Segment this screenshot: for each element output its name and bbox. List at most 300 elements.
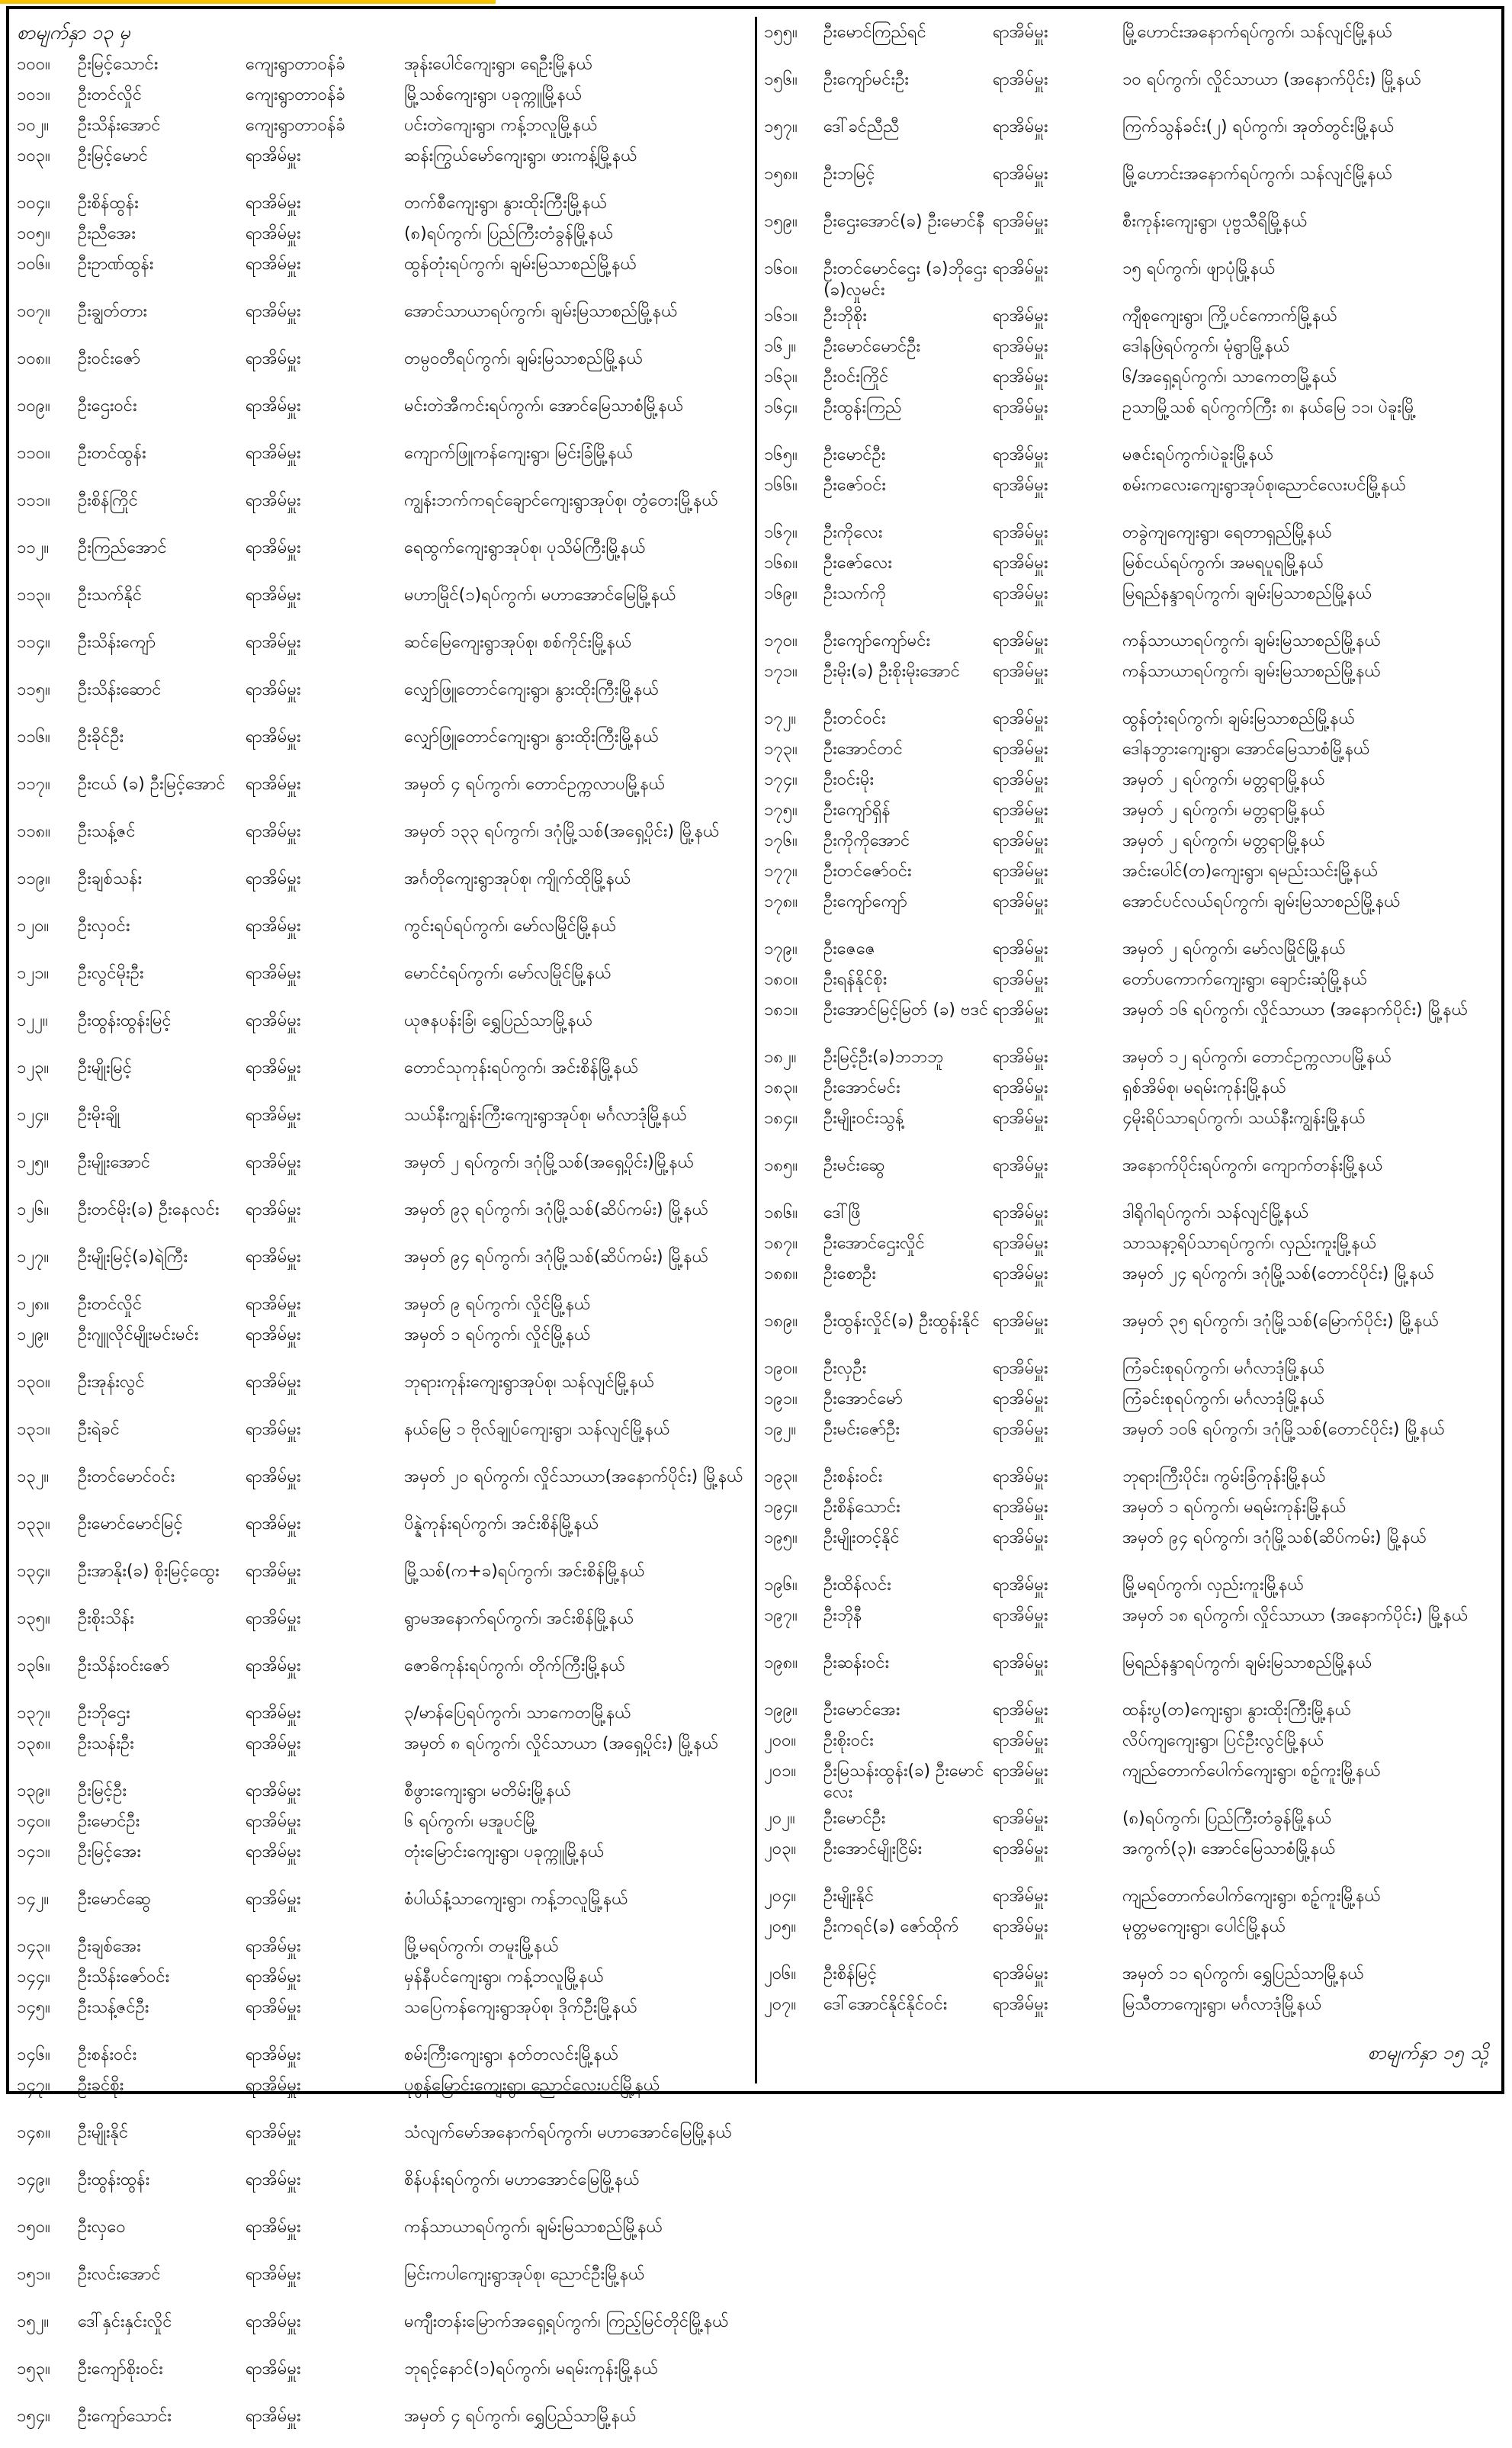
list-item	[764, 1600, 1488, 1647]
entry-number: ၁၈၀။	[764, 970, 798, 989]
rank-title: ရာအိမ်မှူး	[993, 892, 1048, 911]
list-item	[17, 911, 749, 958]
person-name: ဦးသိန်းဝင်းဇော်	[78, 1656, 170, 1675]
entry-number: ၁၉၃။	[764, 1467, 798, 1486]
entry-number: ၁၆၇။	[764, 523, 798, 542]
address: အမှတ် ၂ ရပ်ကွက်၊ မတ္တရာမြို့နယ်	[1122, 801, 1325, 820]
rank-title: ရာအိမ်မှူး	[993, 165, 1048, 184]
person-name: ဦးမင်းဆွေ	[823, 1156, 885, 1175]
entry-number: ၁၃၈။	[17, 1734, 50, 1753]
person-name: ဦးဇော်ဝင်း	[823, 476, 887, 495]
person-name: ဦးဘိုစိုး	[823, 307, 867, 326]
rank-title: ရာအိမ်မှူး	[246, 302, 301, 321]
list-item	[17, 1508, 749, 1556]
rank-title: ရာအိမ်မှူး	[246, 2407, 301, 2426]
rank-title: ရာအိမ်မှူး	[246, 633, 301, 652]
left-column	[17, 17, 749, 2448]
entry-number: ၁၁၃။	[17, 586, 50, 605]
list-item	[17, 79, 749, 110]
rank-title: ရာအိမ်မှူး	[993, 1467, 1048, 1486]
list-item	[764, 1258, 1488, 1306]
list-item	[764, 1803, 1488, 1833]
address: ထွန်တုံးရပ်ကွက်၊ ချမ်းမြသာစည်မြို့နယ်	[404, 255, 637, 274]
rank-title: ရာအိမ်မှူး	[246, 444, 301, 463]
list-item	[764, 1492, 1488, 1522]
right-list	[764, 17, 1488, 2036]
address: ၁၅ ရပ်ကွက်၊ ဖျာပုံမြို့နယ်	[1122, 259, 1276, 278]
address: တောင်သုကုန်းရပ်ကွက်၊ အင်းစိန်မြို့နယ်	[404, 1059, 639, 1078]
address: လျှော်ဖြူတောင်ကျေးရွာ၊ နွားထိုးကြီးမြို့နယ်	[404, 728, 659, 747]
address: ဆင်မြေကျေးရွာအုပ်စု၊ စစ်ကိုင်းမြို့နယ်	[404, 633, 632, 652]
entry-number: ၁၉၄။	[764, 1498, 798, 1517]
entry-number: ၂၀၇။	[764, 1995, 797, 2014]
right-column	[764, 17, 1488, 2069]
rank-title: ကျေးရွာတာဝန်ခံ	[246, 116, 345, 135]
address: အကွက်(၃)၊ အောင်မြေသာစံမြို့နယ်	[1122, 1839, 1336, 1858]
entry-number: ၁၁၇။	[17, 775, 50, 794]
list-item	[764, 517, 1488, 548]
address: ကျွန်းဘက်ကရင်ချောင်ကျေးရွာအုပ်စု၊ တွံတေးမြို့နယ်	[404, 491, 718, 510]
address: ဒေါနဖြဲရပ်ကွက်၊ မုံရွာမြို့နယ်	[1122, 337, 1290, 356]
entry-number: ၁၉၂။	[764, 1420, 797, 1439]
entry-number: ၁၅၇။	[764, 117, 798, 137]
address: အမှတ် ၈ ရပ်ကွက်၊ လှိုင်သာယာ (အရှေ့ပိုင်း) မြို့နယ်	[404, 1734, 719, 1753]
address: အမှတ် ၄ ရပ်ကွက်၊ ရွှေပြည်သာမြို့နယ်	[404, 2407, 637, 2426]
rank-title: ရာအိမ်မှူး	[246, 194, 301, 213]
rank-title: ရာအိမ်မှူး	[246, 1890, 301, 1909]
list-item	[17, 958, 749, 1005]
person-name: ဦးညီအေး	[78, 224, 136, 243]
entry-number: ၁၉၀။	[764, 1359, 798, 1378]
list-item	[764, 1522, 1488, 1569]
list-item	[764, 439, 1488, 470]
list-item	[764, 1306, 1488, 1353]
person-name: ဦးအောင်မင်း	[823, 1078, 900, 1097]
entry-number: ၁၀၀။	[17, 55, 50, 74]
entry-number: ၁၃၉။	[17, 1781, 50, 1801]
person-name: ဦးဘိုဌေး	[78, 1704, 130, 1723]
rank-title: ရာအိမ်မှူး	[993, 1701, 1048, 1720]
address: အမှတ် ၁၁ ရပ်ကွက်၊ ရွှေပြည်သာမြို့နယ်	[1122, 1965, 1364, 1984]
list-item	[17, 1100, 749, 1147]
entry-number: ၁၉၁။	[764, 1389, 798, 1409]
entry-number: ၁၄၅။	[17, 1998, 50, 2017]
address: အောင်ပင်လယ်ရပ်ကွက်၊ ချမ်းမြသာစည်မြို့နယ်	[1122, 892, 1401, 911]
person-name: ဦးမြင့်ဦး(ခ)ဘဘဘူ	[823, 1048, 944, 1067]
list-item	[17, 1414, 749, 1461]
entry-number: ၁၅၁။	[17, 2265, 50, 2284]
entry-number: ၁၄၀။	[17, 1812, 50, 1831]
address: စမ်းကလေးကျေးရွာအုပ်စု၊ညောင်လေးပင်မြို့နယ်	[1122, 476, 1406, 495]
list-item	[764, 331, 1488, 361]
rank-title: ကျေးရွာတာဝန်ခံ	[246, 55, 345, 74]
entry-number: ၁၄၆။	[17, 2045, 50, 2064]
entry-number: ၁၅၅။	[764, 23, 798, 42]
person-name: ဦးဝင်းမိုး	[823, 770, 875, 789]
rank-title: ရာအိမ်မှူး	[246, 964, 301, 983]
person-name: ဦးထွန်းလှိုင်(ခ) ဦးထွန်းနိုင်	[823, 1312, 980, 1331]
list-item	[764, 64, 1488, 111]
address: စံပါယ်နံ့သာကျေးရွာ၊ ကန့်ဘလူမြို့နယ်	[404, 1890, 628, 1909]
rank-title: ရာအိမ်မှူး	[246, 1734, 301, 1753]
entry-number: ၁၄၃။	[17, 1937, 50, 1956]
address: မြို့မရပ်ကွက်၊ လှည်းကူးမြို့နယ်	[1122, 1576, 1304, 1595]
entry-number: ၁၆၈။	[764, 554, 798, 573]
address: အမှတ် ၃၅ ရပ်ကွက်၊ ဒဂုံမြို့သစ်(မြောက်ပိုင်း) မြို့နယ်	[1122, 1312, 1440, 1331]
entry-number: ၁၆၆။	[764, 476, 798, 495]
list-item	[764, 1647, 1488, 1695]
list-item	[764, 300, 1488, 331]
address: ကန်သာယာရပ်ကွက်၊ ချမ်းမြသာစည်မြို့နယ်	[404, 2218, 663, 2237]
rank-title: ရာအိမ်မှူး	[993, 970, 1048, 989]
entry-number: ၁၅၂။	[17, 2312, 50, 2331]
person-name: ဦးဆန်းဝင်း	[823, 1653, 890, 1672]
column-divider	[755, 17, 757, 2083]
rank-title: ရာအိမ်မှူး	[246, 1812, 301, 1831]
entry-number: ၁၈၉။	[764, 1312, 798, 1331]
rank-title: ရာအိမ်မှူး	[246, 538, 301, 557]
list-item	[17, 249, 749, 296]
list-item	[17, 863, 749, 911]
entry-number: ၁၀၉။	[17, 397, 50, 416]
rank-title: ရာအိမ်မှူး	[246, 2218, 301, 2237]
entry-number: ၁၅၀။	[17, 2218, 50, 2237]
list-item	[764, 548, 1488, 578]
address: သာသနာ့ရိပ်သာရပ်ကွက်၊ လှည်းကူးမြို့နယ်	[1122, 1234, 1377, 1253]
person-name: ဦးစိန်မြင့်	[823, 1965, 878, 1984]
entry-number: ၁၆၀။	[764, 259, 798, 278]
address: ၃/မာန်ပြေရပ်ကွက်၊ သာကေတမြို့နယ်	[404, 1704, 631, 1723]
rank-title: ရာအိမ်မှူး	[246, 2076, 301, 2095]
list-item	[764, 1958, 1488, 1989]
address: အမှတ် ၄ ရပ်ကွက်၊ တောင်ဥက္ကလာပမြို့နယ်	[404, 775, 666, 794]
rank-title: ရာအိမ်မှူး	[993, 770, 1048, 789]
person-name: ဦးတင်မောင်ဝင်း	[78, 1467, 175, 1486]
entry-number: ၁၈၅။	[764, 1156, 798, 1175]
entry-number: ၁၅၈။	[764, 165, 798, 184]
list-item	[17, 1242, 749, 1289]
entry-number: ၁၇၀။	[764, 631, 798, 651]
address: ဘုရားကုန်းကျေးရွာအုပ်စု၊ သန်လျင်မြို့နယ်	[404, 1373, 655, 1392]
person-name: ဦးစိုးဝင်း	[823, 1731, 874, 1750]
list-item	[17, 2117, 749, 2164]
entry-number: ၁၁၈။	[17, 822, 50, 841]
person-name: ဦးမျိုးနိုင်	[823, 1887, 875, 1906]
address: ဘုရားကြီးပိုင်း၊ ကွမ်းခြံကုန်းမြို့နယ်	[1122, 1467, 1326, 1486]
person-name: ဦးစန်းဝင်း	[823, 1467, 883, 1486]
rank-title: ရာအိမ်မှူး	[993, 1312, 1048, 1331]
rank-title: ရာအိမ်မှူး	[246, 680, 301, 699]
person-name: ဦးမျိုးမြင့်(ခ)ရဲကြီး	[78, 1248, 188, 1267]
person-name: ဦးတင်ဝင်း	[823, 709, 886, 728]
list-item	[764, 1228, 1488, 1258]
entry-number: ၁၃၅။	[17, 1609, 50, 1628]
address: အမှတ် ၉၃ ရပ်ကွက်၊ ဒဂုံမြို့သစ်(ဆိပ်ကမ်း) မြို့နယ်	[404, 1200, 709, 1219]
list-item	[17, 1992, 749, 2039]
rank-title: ရာအိမ်မှူး	[993, 940, 1048, 959]
person-name: ဦးအောင်ဌေးလှိုင်	[823, 1234, 925, 1253]
address: (၈)ရပ်ကွက်၊ ပြည်ကြီးတံခွန်မြို့နယ်	[1122, 1809, 1332, 1828]
address: အမှတ် ၉၄ ရပ်ကွက်၊ ဒဂုံမြို့သစ်(ဆိပ်ကမ်း) မြို့နယ်	[1122, 1528, 1427, 1547]
person-name: ဦးမြင့်မောင်	[78, 146, 149, 165]
entry-number: ၂၀၂။	[764, 1809, 795, 1828]
rank-title: ကျေးရွာတာဝန်ခံ	[246, 85, 345, 104]
address: သပြေကန်ကျေးရွာအုပ်စု၊ ဒိုက်ဦးမြို့နယ်	[404, 1998, 637, 2017]
address: တမ္ပဝတီရပ်ကွက်၊ ချမ်းမြသာစည်မြို့နယ်	[404, 349, 644, 368]
list-item	[17, 1698, 749, 1728]
list-item	[764, 1695, 1488, 1725]
list-item	[17, 1836, 749, 1884]
address: အမှတ် ၁ ရပ်ကွက်၊ မရမ်းကုန်းမြို့နယ်	[1122, 1498, 1347, 1517]
rank-title: ရာအိမ်မှူး	[246, 2045, 301, 2064]
rank-title: ရာအိမ်မှူး	[993, 1389, 1048, 1409]
list-item	[764, 1150, 1488, 1197]
entry-number: ၁၈၃။	[764, 1078, 798, 1097]
rank-title: ရာအိမ်မှူး	[246, 2312, 301, 2331]
rank-title: ရာအိမ်မှူး	[246, 775, 301, 794]
list-item	[764, 111, 1488, 159]
entry-number: ၁၂၁။	[17, 964, 50, 983]
rank-title: ရာအိမ်မှူး	[993, 1156, 1048, 1175]
address: (၈)ရပ်ကွက်၊ ပြည်ကြီးတံခွန်မြို့နယ်	[404, 224, 614, 243]
entry-number: ၁၀၈။	[17, 349, 50, 368]
person-name: ဦးကြည်အောင်	[78, 538, 167, 557]
address: မြို့ဟောင်းအနောက်ရပ်ကွက်၊ သန်လျင်မြို့နယ်	[1122, 165, 1393, 184]
entry-number: ၁၂၅။	[17, 1153, 50, 1172]
list-item	[17, 343, 749, 390]
person-name: ဦးထိန်လင်း	[823, 1576, 891, 1595]
person-name: ဦးအာနိုး(ခ) စိုးမြင့်ထွေး	[78, 1562, 220, 1581]
rank-title: ရာအိမ်မှူး	[993, 212, 1048, 231]
list-item	[764, 361, 1488, 392]
address: ဒါရိုဂါရပ်ကွက်၊ သန်လျင်မြို့နယ်	[1122, 1203, 1309, 1222]
address: ဆန်းကြွယ်မော်ကျေးရွာ၊ ဖားကန့်မြို့နယ်	[404, 146, 637, 165]
rank-title: ရာအိမ်မှူး	[246, 869, 301, 888]
rank-title: ရာအိမ်မှူး	[993, 337, 1048, 356]
rank-title: ရာအိမ်မှူး	[246, 224, 301, 243]
entry-number: ၂၀၁။	[764, 1762, 797, 1781]
entry-number: ၁၇၇။	[764, 862, 798, 881]
address: အမှတ် ၁၃၃ ရပ်ကွက်၊ ဒဂုံမြို့သစ်(အရှေ့ပိုင်း) မြို့နယ်	[404, 822, 720, 841]
entry-number: ၁၈၈။	[764, 1264, 798, 1283]
person-name: ဦးစိန်ထွန်း	[78, 194, 139, 213]
person-name: ဦးသိန်းကျော်	[78, 633, 156, 652]
list-item	[17, 296, 749, 343]
address: ကျည်တောက်ပေါက်ကျေးရွာ၊ စဥ့်ကူးမြို့နယ်	[1122, 1887, 1381, 1906]
list-item	[17, 1931, 749, 1961]
address: ဘုရင့်နောင်(၁)ရပ်ကွက်၊ မရမ်းကုန်းမြို့နယ်	[404, 2360, 659, 2379]
rank-title: ရာအိမ်မှူး	[993, 368, 1048, 387]
person-name: ဦးလင်းအောင်	[78, 2265, 161, 2284]
person-name: ဦးထွန်းထွန်း	[78, 2170, 150, 2189]
person-name: ဦးတင်လှိုင်	[78, 1295, 143, 1314]
address: မကျီးတန်းမြောက်အရှေ့ရပ်ကွက်၊ ကြည့်မြင်တိုင်မြို့နယ်	[404, 2312, 729, 2331]
list-item	[764, 1881, 1488, 1911]
list-item	[764, 1353, 1488, 1383]
list-item	[764, 795, 1488, 825]
person-name: ဦးအောင်မော်	[823, 1389, 903, 1409]
person-name: ဦးချွတ်တား	[78, 302, 148, 321]
person-name: ဦးသိန်းဆောင်	[78, 680, 162, 699]
address: မြသီတာကျေးရွာ၊ မင်္ဂလာဒုံမြို့နယ်	[1122, 1995, 1322, 2014]
list-item	[764, 886, 1488, 933]
address: အမှတ် ၂ ရပ်ကွက်၊ မတ္တရာမြို့နယ်	[1122, 770, 1325, 789]
list-item	[17, 1961, 749, 1992]
address: အင်္ဂတိုကျေးရွာအုပ်စု၊ ကျိုက်ထိုမြို့နယ်	[404, 869, 631, 888]
entry-number: ၁၄၉။	[17, 2170, 50, 2189]
rank-title: ရာအိမ်မှူး	[246, 1609, 301, 1628]
person-name: ဦးချစ်သန်း	[78, 869, 143, 888]
rank-title: ရာအိမ်မှူး	[993, 862, 1048, 881]
rank-title: ရာအိမ်မှူး	[246, 146, 301, 165]
person-name: ဦးသန့်ဇင်	[78, 822, 136, 841]
entry-number: ၁၇၉။	[764, 940, 798, 959]
address: အမှတ် ၁၀၆ ရပ်ကွက်၊ ဒဂုံမြို့သစ်(တောင်ပိုင်း) မြို့နယ်	[1122, 1420, 1445, 1439]
list-item	[17, 1806, 749, 1836]
address: မြရည်နန္ဒာရပ်ကွက်၊ ချမ်းမြသာစည်မြို့နယ်	[1122, 1653, 1372, 1672]
entry-number: ၁၀၆။	[17, 255, 50, 274]
person-name: ဦးမြင့်သောင်း	[78, 55, 159, 74]
rank-title: ရာအိမ်မှူး	[993, 740, 1048, 759]
person-name: ဦးဝင်းဇော်	[78, 349, 141, 368]
person-name: ဦးမျိုးနိုင်	[78, 2123, 129, 2142]
person-name: ဦးဂျူလိုင်မျိုးမင်းမင်း	[78, 1325, 199, 1344]
person-name: ဦးမောင်ဆွေ	[78, 1890, 151, 1909]
person-name: ဦးသန့်ဇင်ဦး	[78, 1998, 149, 2017]
rank-title: ရာအိမ်မှူး	[993, 1653, 1048, 1672]
person-name: ဦးဘမြင့်	[823, 165, 875, 184]
rank-title: ရာအိမ်မှူး	[993, 631, 1048, 651]
person-name: ဦးမိုးချို	[78, 1106, 120, 1125]
entry-number: ၁၁၀။	[17, 444, 50, 463]
entry-number: ၁၈၄။	[764, 1109, 798, 1128]
rank-title: ရာအိမ်မှူး	[246, 1295, 301, 1314]
person-name: ဦးစိန်ကြိုင်	[78, 491, 138, 510]
list-item	[764, 625, 1488, 656]
person-name: ဦးသိန်းဇော်ဝင်း	[78, 1968, 170, 1987]
address: ဒေါနဘွားကျေးရွာ၊ အောင်မြေသာစံမြို့နယ်	[1122, 740, 1370, 759]
rank-title: ရာအိမ်မှူး	[993, 1203, 1048, 1222]
entry-number: ၁၄၄။	[17, 1968, 50, 1987]
entry-number: ၁၁၉။	[17, 869, 50, 888]
person-name: ဦးဌေးအောင်(ခ) ဦးမောင်နီ	[823, 212, 985, 231]
person-name: ဦးမြင့်အေး	[78, 1842, 142, 1862]
person-name: ဦးတင်မိုး(ခ) ဦးနေလင်း	[78, 1200, 220, 1219]
rank-title: ရာအိမ်မှူး	[993, 1109, 1048, 1128]
rank-title: ရာအိမ်မှူး	[993, 1420, 1048, 1439]
person-name: ဦးသိန်းအောင်	[78, 116, 161, 135]
entry-number: ၁၂၃။	[17, 1059, 50, 1078]
list-item	[17, 2401, 749, 2448]
address: မင်းတဲအီကင်းရပ်ကွက်၊ အောင်မြေသာစံမြို့နယ်	[404, 397, 684, 416]
list-item	[764, 703, 1488, 734]
address: မြို့သစ်ကျေးရွာ၊ ပခုက္ကူမြို့နယ်	[404, 85, 583, 104]
entry-number: ၁၀၃။	[17, 146, 50, 165]
continued-to-footer: စာမျက်နှာ ၁၅ သို့	[1367, 2042, 1488, 2064]
address: သံလျက်မော်အနောက်ရပ်ကွက်၊ မဟာအောင်မြေမြို့နယ်	[404, 2123, 732, 2142]
address: အမှတ် ၉၄ ရပ်ကွက်၊ ဒဂုံမြို့သစ်(ဆိပ်ကမ်း) မြို့နယ်	[404, 1248, 709, 1267]
address: ဇောဓိကုန်းရပ်ကွက်၊ တိုက်ကြီးမြို့နယ်	[404, 1656, 625, 1675]
person-name: ဦးစန်းဝင်း	[78, 2045, 137, 2064]
rank-title: ရာအိမ်မှူး	[993, 1995, 1048, 2014]
list-item	[17, 2070, 749, 2117]
list-item	[764, 392, 1488, 439]
address: နယ်မြေ ၁ ဗိုလ်ချုပ်ကျေးရွာ၊ သန်လျင်မြို့နယ်	[404, 1420, 670, 1439]
list-item	[764, 1725, 1488, 1756]
rank-title: ရာအိမ်မှူး	[993, 709, 1048, 728]
entry-number: ၁၆၉။	[764, 584, 798, 603]
rank-title: ရာအိမ်မှူး	[993, 554, 1048, 573]
entry-number: ၁၂၀။	[17, 917, 50, 936]
rank-title: ရာအိမ်မှူး	[246, 491, 301, 510]
list-item	[17, 2039, 749, 2070]
person-name: ဦးထွန်းကြည်	[823, 398, 902, 417]
rank-title: ရာအိမ်မှူး	[246, 1011, 301, 1030]
entry-number: ၁၉၅။	[764, 1528, 798, 1547]
address: ကျည်တောက်ပေါက်ကျေးရွာ၊ စဥ့်ကူးမြို့နယ်	[1122, 1762, 1381, 1781]
address: ယုဇနပန်းခြံ၊ ရွှေပြည်သာမြို့နယ်	[404, 1011, 593, 1030]
list-item	[17, 1147, 749, 1194]
address: တက်စီကျေးရွာ၊ နွားထိုးကြီးမြို့နယ်	[404, 194, 608, 213]
list-item	[17, 1775, 749, 1806]
rank-title: ရာအိမ်မှူး	[246, 1153, 301, 1172]
person-name: ဦးသက်နိုင်	[78, 586, 143, 605]
address: မြို့သစ်(က+ခ)ရပ်ကွက်၊ အင်းစိန်မြို့နယ်	[404, 1562, 645, 1581]
address: ပင်းတဲကျေးရွာ၊ ကန့်ဘလူမြို့နယ်	[404, 116, 598, 135]
list-item	[17, 218, 749, 249]
person-name: ဦးမောင်ဦး	[823, 1809, 886, 1828]
rank-title: ရာအိမ်မှူး	[246, 1781, 301, 1801]
person-name: ဦးမျိုးမြင့်	[78, 1059, 133, 1078]
entry-number: ၁၄၂။	[17, 1890, 50, 1909]
address: ကြံခင်းစုရပ်ကွက်၊ မင်္ဂလာဒုံမြို့နယ်	[1122, 1389, 1325, 1409]
rank-title: ရာအိမ်မှူး	[993, 1048, 1048, 1067]
rank-title: ရာအိမ်မှူး	[993, 445, 1048, 464]
entry-number: ၁၁၄။	[17, 633, 50, 652]
entry-number: ၁၀၅။	[17, 224, 50, 243]
top-accent-bar	[0, 0, 496, 4]
rank-title: ရာအိမ်မှူး	[246, 2123, 301, 2142]
person-name: ဦးသန်းဦး	[78, 1734, 134, 1753]
list-item	[17, 1728, 749, 1775]
person-name: ဦးချစ်အေး	[78, 1937, 141, 1956]
entry-number: ၁၂၈။	[17, 1295, 50, 1314]
entry-number: ၁၅၃။	[17, 2360, 50, 2379]
list-item	[764, 1461, 1488, 1492]
entry-number: ၁၆၃။	[764, 368, 798, 387]
list-item	[764, 206, 1488, 253]
list-item	[17, 2212, 749, 2259]
person-name: ဦးစောဦး	[823, 1264, 876, 1283]
address: တုံးမြောင်းကျေးရွာ၊ ပခုက္ကူမြို့နယ်	[404, 1842, 605, 1862]
list-item	[764, 1197, 1488, 1228]
list-item	[17, 1650, 749, 1698]
person-name: ဦးကျော်ရှိန်	[823, 801, 891, 820]
address: ကြံခင်းစုရပ်ကွက်၊ မင်္ဂလာဒုံမြို့နယ်	[1122, 1359, 1325, 1378]
rank-title: ရာအိမ်မှူး	[246, 1937, 301, 1956]
person-name: ဒေါ်အောင်နိုင်နိုင်ဝင်း	[823, 1995, 948, 2014]
entry-number: ၁၈၇။	[764, 1234, 798, 1253]
person-name: ဦးဝင်းကြိုင်	[823, 368, 889, 387]
rank-title: ရာအိမ်မှူး	[993, 1576, 1048, 1595]
entry-number: ၁၅၄။	[17, 2407, 50, 2426]
rank-title: ရာအိမ်မှူး	[993, 1264, 1048, 1283]
entry-number: ၁၉၈။	[764, 1653, 798, 1672]
address: မောင်ငံရပ်ကွက်၊ မော်လမြိုင်မြို့နယ်	[404, 964, 612, 983]
entry-number: ၁၆၅။	[764, 445, 798, 464]
rank-title: ရာအိမ်မှူး	[246, 586, 301, 605]
rank-title: ရာအိမ်မှူး	[993, 307, 1048, 326]
